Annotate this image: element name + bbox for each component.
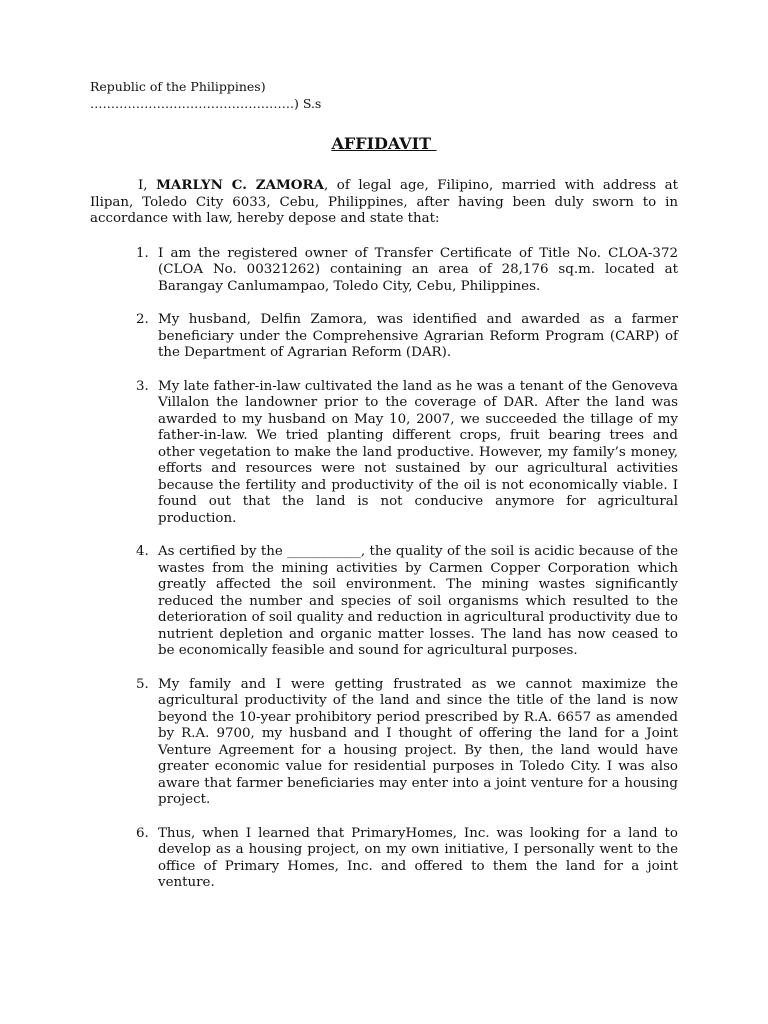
intro-paragraph	[90, 177, 678, 228]
paragraph-text: As certified by the ___________, the quality of the soil is acidic because of the wastes from the mining activities by Carmen Copper Corporation which greatly affected the soil environment. The mining wastes significantly reduced the number and species of soil organisms which resulted to the deterioration of soil quality and reduction in agricultural productivity due to nutrient depletion and organic matter losses. The land has now ceased to be economically feasible and sound for agricultural purposes.	[158, 544, 678, 658]
paragraph-item	[90, 826, 678, 892]
numbered-paragraphs	[90, 246, 678, 892]
paragraph-text: My husband, Delfin Zamora, was identified and awarded as a farmer beneficiary under the Comprehensive Agrarian Reform Program (CARP) of the Department of Agrarian Reform (DAR).	[158, 312, 678, 360]
paragraph-item	[90, 379, 678, 528]
intro-prefix: I,	[138, 178, 157, 193]
paragraph-text: Thus, when I learned that PrimaryHomes, Inc. was looking for a land to develop as a housing project, on my own initiative, I personally went to the office of Primary Homes, Inc. and offered to them the land for a joint venture.	[158, 825, 678, 890]
paragraph-text: My late father-in-law cultivated the land as he was a tenant of the Genoveva Villalon the landowner prior to the coverage of DAR. After the land was awarded to my husband on May 10, 2007, we succeeded the tillage of my father-in-law. We tried planting different crops, fruit bearing trees and other vegetation to make the land productive. However, my family’s money, efforts and resources were not sustained by our agricultural activities because the fertility and productivity of the oil is not economically viable. I found out that the land is not conducive anymore for agricultural production.	[158, 378, 678, 526]
paragraph-number: 6.	[136, 825, 149, 841]
affiant-name: MARLYN C. ZAMORA	[156, 177, 324, 193]
paragraph-item	[90, 312, 678, 362]
venue-line-1: Republic of the Philippines)	[90, 79, 266, 94]
paragraph-number: 2.	[136, 312, 149, 327]
paragraph-number: 3.	[136, 378, 149, 394]
paragraph-number: 5.	[136, 676, 149, 692]
venue-block	[90, 78, 678, 112]
paragraph-text: My family and I were getting frustrated as we cannot maximize the agricultural productivity of the land and since the title of the land is now beyond the 10-year prohibitory period prescribed by R.A. 6657 as amended by R.A. 9700, my husband and I thought of offering the land for a Joint Venture Agreement for a housing project. By then, the land would have greater economic value for residential purposes in Toledo City. I was also aware that farmer beneficiaries may enter into a joint venture for a housing project.	[158, 676, 678, 807]
paragraph-item	[90, 677, 678, 809]
paragraph-item	[90, 246, 678, 296]
paragraph-text: I am the registered owner of Transfer Certificate of Title No. CLOA-372 (CLOA No. 00321262) containing an area of 28,176 sq.m. located at Barangay Canlumampao, Toledo City, Cebu, Philippines.	[158, 245, 678, 294]
document-title: AFFIDAVIT	[331, 134, 437, 153]
paragraph-number: 4.	[136, 544, 149, 559]
venue-line-2: ………………………………………….) S.s	[90, 96, 322, 111]
paragraph-number: 1.	[136, 245, 149, 261]
paragraph-item	[90, 544, 678, 660]
intro-text: , of legal age, Filipino, married with address at Ilipan, Toledo City 6033, Cebu, Philippines, after having been duly sworn to in accordance with law, hereby depose and state that:	[90, 178, 678, 226]
